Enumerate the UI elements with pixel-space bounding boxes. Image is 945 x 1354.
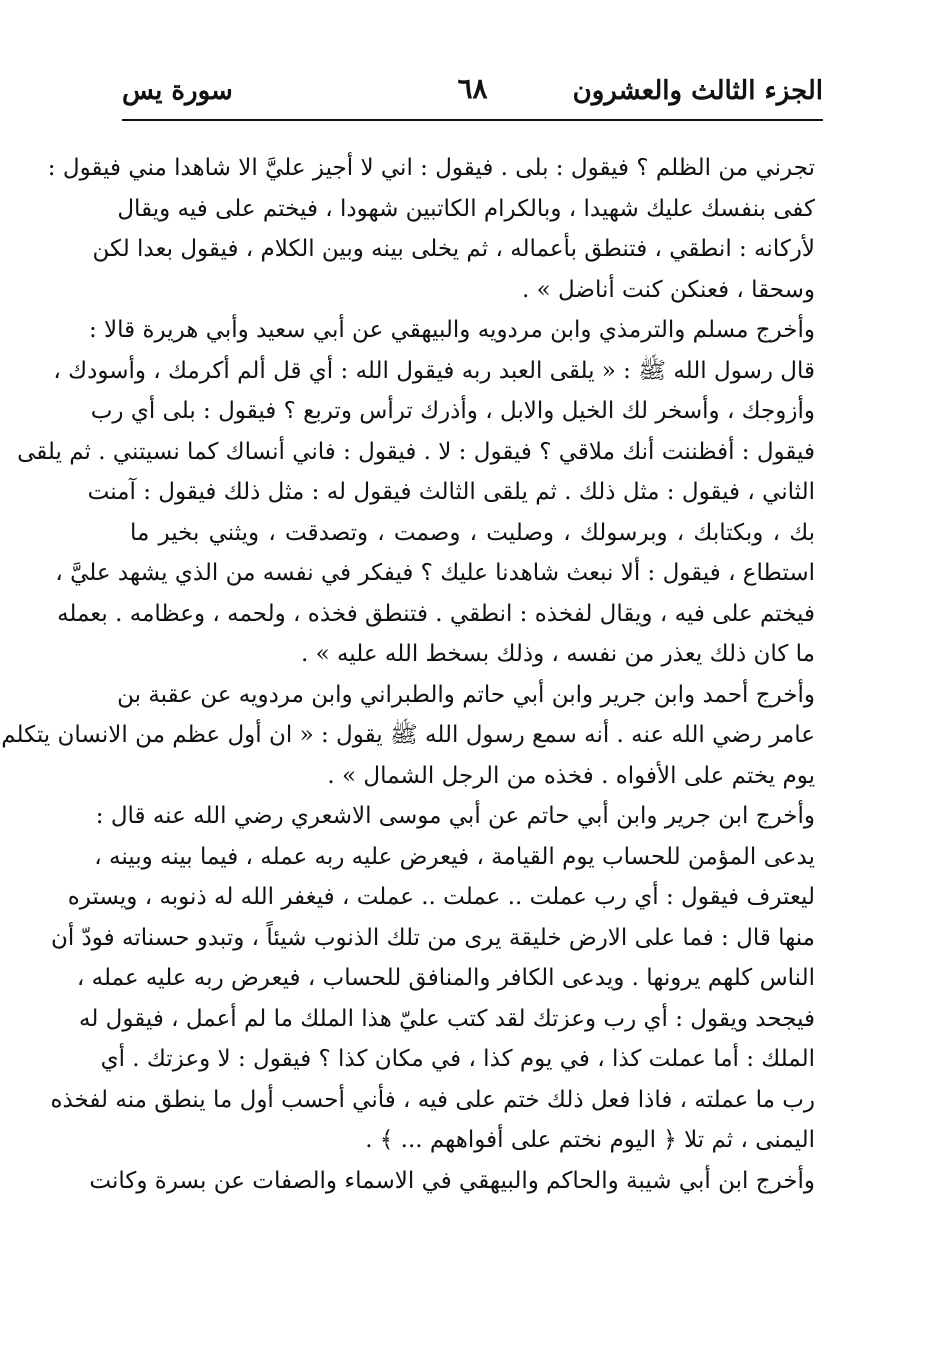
text-line: ما كان ذلك يعذر من نفسه ، وذلك بسخط الله عليه » .: [300, 641, 815, 667]
surah-title: سورة يس: [122, 76, 233, 106]
text-line: فيختم على فيه ، ويقال لفخذه : انطقي . فتنطق فخذه ، ولحمه ، وعظامه . بعمله: [57, 600, 815, 627]
text-line: فيجحد ويقول : أي رب وعزتك لقد كتب عليّ هذا الملك ما لم أعمل ، فيقول له: [79, 1005, 815, 1032]
page-number: ٦٨: [457, 72, 488, 105]
running-header: [122, 72, 823, 116]
text-line: لأركانه : انطقي ، فتنطق بأعماله ، ثم يخلى بينه وبين الكلام ، فيقول بعدا لكن: [92, 236, 815, 262]
text-line: بك ، وبكتابك ، وبرسولك ، وصليت ، وصمت ، وتصدقت ، ويثني بخير ما: [130, 519, 815, 546]
text-line: تجرني من الظلم ؟ فيقول : بلى . فيقول : اني لا أجيز عليَّ الا شاهدا مني فيقول :: [47, 155, 815, 181]
text-line: وأزوجك ، وأسخر لك الخيل والابل ، وأذرك ترأس وتربع ؟ فيقول : بلى أي رب: [90, 398, 815, 424]
text-line: ليعترف فيقول : أي رب عملت .. عملت .. عملت ، فيغفر الله له ذنوبه ، ويستره: [67, 884, 815, 910]
part-title: الجزء الثالث والعشرون: [572, 76, 823, 106]
text-line: كفى بنفسك عليك شهيدا ، وبالكرام الكاتبين شهودا ، فيختم على فيه ويقال: [117, 195, 815, 222]
text-line: وأخرج ابن أبي شيبة والحاكم والبيهقي في الاسماء والصفات عن بسرة وكانت: [89, 1167, 815, 1194]
text-line: رب ما عملته ، فاذا فعل ذلك ختم على فيه ، فأني أحسب أول ما ينطق منه لفخذه: [50, 1086, 815, 1113]
text-line: اليمنى ، ثم تلا ﴿ اليوم نختم على أفواههم ... ﴾ .: [365, 1127, 815, 1153]
text-line: الثاني ، فيقول : مثل ذلك . ثم يلقى الثالث فيقول له : مثل ذلك فيقول : آمنت: [87, 479, 815, 505]
header-rule: [122, 119, 823, 121]
body-text: [1, 148, 815, 1201]
text-line: منها قال : فما على الارض خليقة يرى من تلك الذنوب شيئاً ، وتبدو حسناته فودّ أن: [50, 924, 815, 951]
text-line: وأخرج أحمد وابن جرير وابن أبي حاتم والطبراني وابن مردويه عن عقبة بن: [117, 681, 815, 708]
text-line: عامر رضي الله عنه . أنه سمع رسول الله ﷺ يقول : « ان أول عظم من الانسان يتكلم: [1, 722, 815, 748]
text-line: الملك : أما عملت كذا ، في يوم كذا ، في مكان كذا ؟ فيقول : لا وعزتك . أي: [100, 1046, 815, 1072]
text-line: وأخرج ابن جرير وابن أبي حاتم عن أبي موسى الاشعري رضي الله عنه قال :: [95, 803, 815, 829]
text-line: يدعى المؤمن للحساب يوم القيامة ، فيعرض عليه ربه عمله ، فيما بينه وبينه ،: [94, 843, 815, 870]
text-line: وأخرج مسلم والترمذي وابن مردويه والبيهقي عن أبي سعيد وأبي هريرة قالا :: [88, 317, 815, 343]
text-line: وسحقا ، فعنكن كنت أناضل » .: [521, 276, 815, 303]
text-line: استطاع ، فيقول : ألا نبعث شاهدنا عليك ؟ فيفكر في نفسه من الذي يشهد عليَّ ،: [55, 560, 815, 586]
text-line: فيقول : أفظننت أنك ملاقي ؟ فيقول : لا . فيقول : فاني أنساك كما نسيتني . ثم يلقى: [17, 438, 815, 465]
text-line: قال رسول الله ﷺ : « يلقى العبد ربه فيقول الله : أي قل ألم أكرمك ، وأسودك ،: [53, 357, 815, 384]
text-line: يوم يختم على الأفواه . فخذه من الرجل الشمال » .: [327, 762, 815, 789]
text-line: الناس كلهم يرونها . ويدعى الكافر والمنافق للحساب ، فيعرض ربه عليه عمله ،: [76, 965, 815, 991]
